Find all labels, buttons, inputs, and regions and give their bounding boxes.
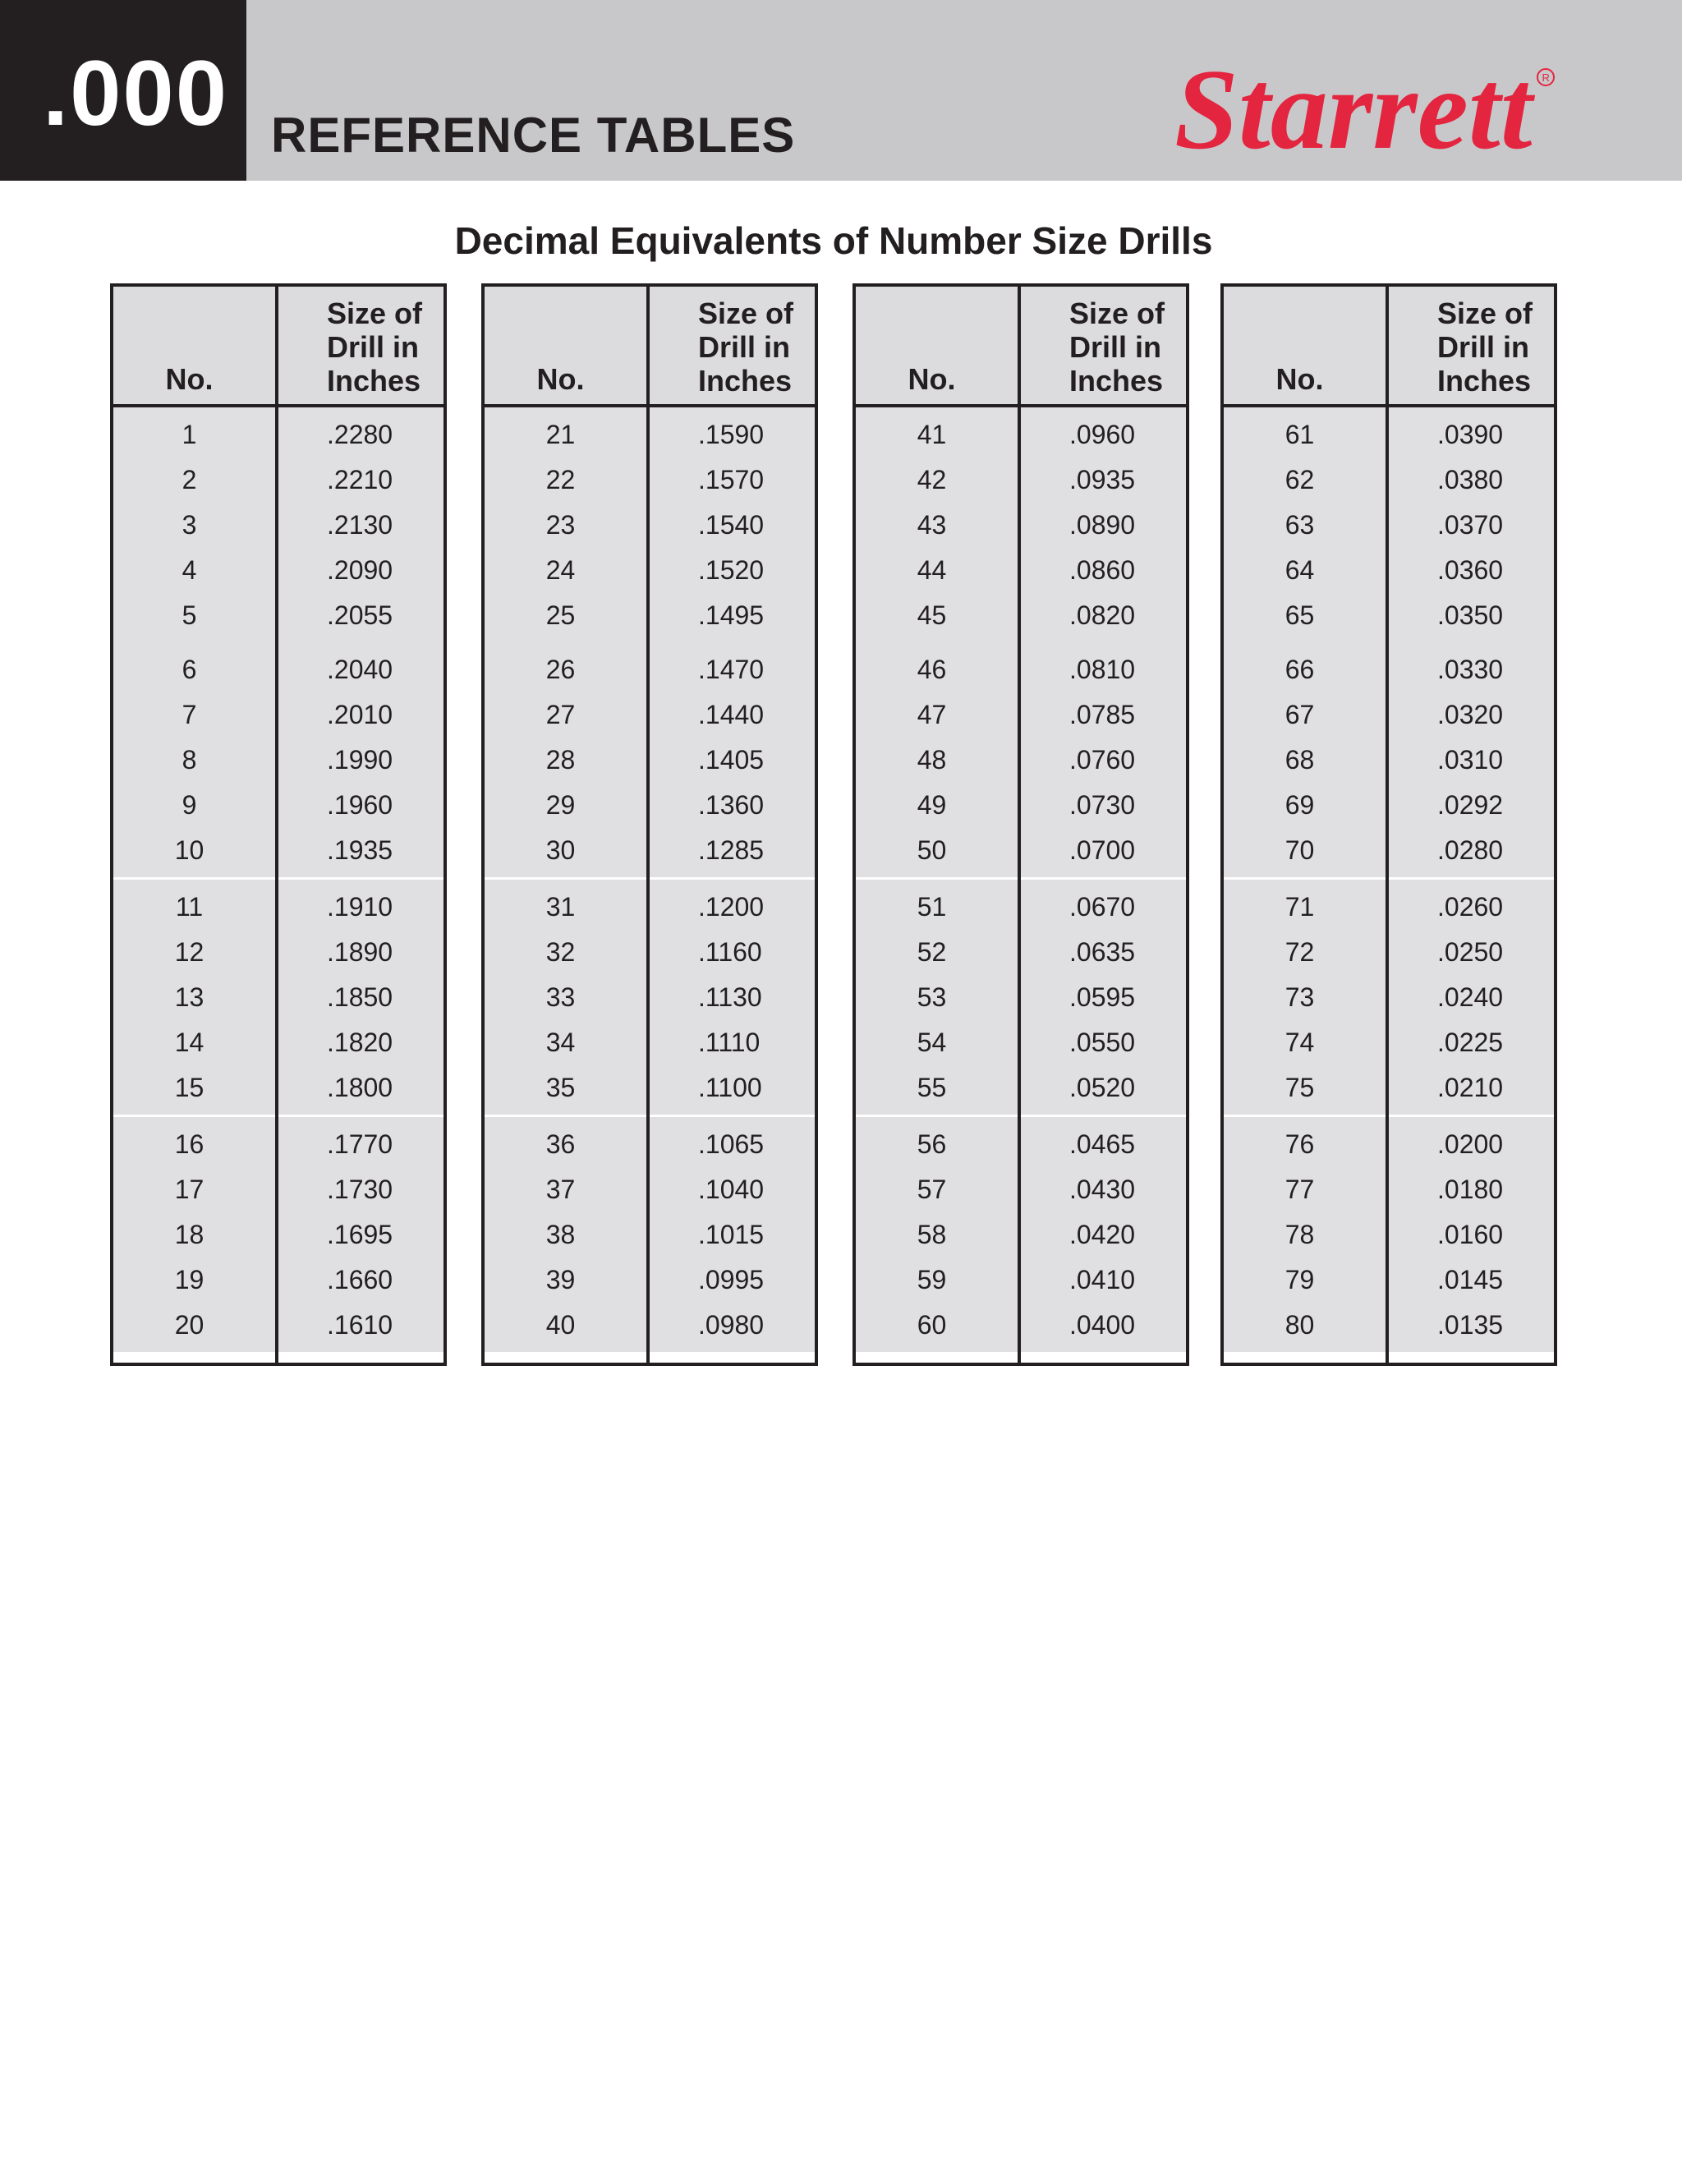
table-row xyxy=(1224,737,1554,782)
table-row xyxy=(113,646,443,692)
row-group xyxy=(485,880,815,1115)
drill-number: 52 xyxy=(917,937,947,967)
drill-number: 43 xyxy=(917,510,947,540)
table-row xyxy=(113,692,443,737)
drill-size-inches: .0595 xyxy=(1069,982,1136,1012)
column-header-size xyxy=(1069,297,1184,398)
row-group xyxy=(113,407,443,642)
drill-number: 37 xyxy=(545,1175,576,1204)
drill-number: 14 xyxy=(174,1028,205,1057)
table-row xyxy=(856,974,1186,1019)
drill-size-inches: .1610 xyxy=(327,1310,393,1340)
drill-number: 48 xyxy=(917,745,947,775)
drill-size-inches: .1540 xyxy=(698,510,765,540)
drill-size-inches: .1495 xyxy=(698,600,765,630)
table-row xyxy=(1224,592,1554,637)
table-row xyxy=(856,646,1186,692)
column-header-size-line: Inches xyxy=(1069,364,1164,398)
drill-size-inches: .0960 xyxy=(1069,420,1136,449)
drill-size-inches: .1990 xyxy=(327,745,393,775)
drill-size-inches: .1820 xyxy=(327,1028,393,1057)
table-row xyxy=(856,502,1186,547)
table-row xyxy=(1224,646,1554,692)
drill-size-inches: .1850 xyxy=(327,982,393,1012)
drill-size-inches: .2010 xyxy=(327,700,393,729)
row-group xyxy=(1224,642,1554,877)
drill-number: 2 xyxy=(182,465,197,494)
drill-size-inches: .1440 xyxy=(698,700,765,729)
table-row xyxy=(856,782,1186,827)
table-row xyxy=(1224,1019,1554,1064)
table-row xyxy=(1224,502,1554,547)
table-row xyxy=(1224,884,1554,929)
drill-number: 27 xyxy=(545,700,576,729)
drill-number: 24 xyxy=(545,555,576,585)
drill-number: 60 xyxy=(917,1310,947,1340)
table-row xyxy=(856,1212,1186,1257)
table-row xyxy=(485,1257,815,1302)
drill-size-inches: .1570 xyxy=(698,465,765,494)
drill-size-inches: .0430 xyxy=(1069,1175,1136,1204)
drill-size-inches: .0210 xyxy=(1437,1073,1504,1102)
table-row xyxy=(1224,974,1554,1019)
table-row xyxy=(1224,1064,1554,1110)
table-row xyxy=(485,646,815,692)
drill-number: 44 xyxy=(917,555,947,585)
table-header xyxy=(113,287,443,407)
drill-size-inches: .1405 xyxy=(698,745,765,775)
table-row xyxy=(113,929,443,974)
drill-number: 74 xyxy=(1284,1028,1315,1057)
row-group xyxy=(856,880,1186,1115)
drill-size-inches: .0760 xyxy=(1069,745,1136,775)
drill-number: 66 xyxy=(1284,655,1315,684)
drill-number: 21 xyxy=(545,420,576,449)
drill-number: 9 xyxy=(182,790,197,820)
drill-size-inches: .1960 xyxy=(327,790,393,820)
table-row xyxy=(485,1166,815,1212)
table-row xyxy=(485,547,815,592)
table-row xyxy=(856,692,1186,737)
drill-size-inches: .0135 xyxy=(1437,1310,1504,1340)
section-title: REFERENCE TABLES xyxy=(271,108,796,163)
row-group xyxy=(113,642,443,877)
table-row xyxy=(1224,827,1554,872)
drill-number: 51 xyxy=(917,892,947,922)
drill-size-inches: .0360 xyxy=(1437,555,1504,585)
drill-number: 1 xyxy=(182,420,197,449)
column-header-size-line: Size of xyxy=(327,297,423,330)
row-group xyxy=(1224,880,1554,1115)
drill-number: 75 xyxy=(1284,1073,1315,1102)
table-row xyxy=(113,547,443,592)
column-header-size-line: Size of xyxy=(698,297,794,330)
drill-size-inches: .0350 xyxy=(1437,600,1504,630)
drill-size-inches: .0330 xyxy=(1437,655,1504,684)
table-row xyxy=(856,884,1186,929)
drill-number: 46 xyxy=(917,655,947,684)
drill-number: 63 xyxy=(1284,510,1315,540)
drill-size-inches: .0550 xyxy=(1069,1028,1136,1057)
section-code: .000 xyxy=(43,42,228,145)
drill-size-inches: .0860 xyxy=(1069,555,1136,585)
drill-size-inches: .0390 xyxy=(1437,420,1504,449)
column-header-size-line: Size of xyxy=(1069,297,1165,330)
drill-number: 47 xyxy=(917,700,947,729)
table-row xyxy=(485,782,815,827)
row-group xyxy=(485,407,815,642)
drill-size-inches: .0670 xyxy=(1069,892,1136,922)
table-row xyxy=(113,1212,443,1257)
drill-size-inches: .1065 xyxy=(698,1129,765,1159)
drill-size-inches: .1160 xyxy=(698,937,762,967)
drill-number: 67 xyxy=(1284,700,1315,729)
drill-number: 53 xyxy=(917,982,947,1012)
drill-size-inches: .1800 xyxy=(327,1073,393,1102)
document-title: Decimal Equivalents of Number Size Drills xyxy=(454,219,1213,262)
table-row xyxy=(1224,1212,1554,1257)
row-group xyxy=(856,1117,1186,1352)
column-header-no: No. xyxy=(1275,362,1324,396)
drill-number: 69 xyxy=(1284,790,1315,820)
drill-size-inches: .0465 xyxy=(1069,1129,1136,1159)
column-divider xyxy=(646,287,650,1363)
column-header-size-line: Drill in xyxy=(1069,330,1162,364)
drill-number: 13 xyxy=(174,982,205,1012)
drill-size-inches: .0310 xyxy=(1437,745,1504,775)
drill-size-inches: .2040 xyxy=(327,655,393,684)
drill-number: 62 xyxy=(1284,465,1315,494)
drill-size-inches: .0320 xyxy=(1437,700,1504,729)
drill-size-inches: .0635 xyxy=(1069,937,1136,967)
drill-number: 33 xyxy=(545,982,576,1012)
drill-size-inches: .0160 xyxy=(1437,1220,1504,1249)
drill-number: 15 xyxy=(174,1073,205,1102)
table-row xyxy=(1224,412,1554,457)
table-row xyxy=(485,592,815,637)
table-row xyxy=(485,737,815,782)
drill-size-inches: .0980 xyxy=(698,1310,765,1340)
table-row xyxy=(1224,547,1554,592)
table-row xyxy=(485,412,815,457)
drill-size-inches: .1200 xyxy=(698,892,765,922)
table-row xyxy=(485,884,815,929)
table-row xyxy=(485,692,815,737)
drill-number: 41 xyxy=(917,420,947,449)
drill-size-inches: .0250 xyxy=(1437,937,1504,967)
drill-number: 35 xyxy=(545,1073,576,1102)
drill-table xyxy=(481,283,818,1366)
drill-number: 20 xyxy=(174,1310,205,1340)
drill-number: 78 xyxy=(1284,1220,1315,1249)
column-header-size xyxy=(698,297,813,398)
table-row xyxy=(485,1019,815,1064)
table-row xyxy=(1224,1257,1554,1302)
drill-number: 57 xyxy=(917,1175,947,1204)
drill-size-inches: .0730 xyxy=(1069,790,1136,820)
column-divider xyxy=(1386,287,1389,1363)
drill-number: 10 xyxy=(174,835,205,865)
drill-number: 79 xyxy=(1284,1265,1315,1294)
drill-number: 8 xyxy=(182,745,197,775)
drill-number: 12 xyxy=(174,937,205,967)
drill-size-inches: .1770 xyxy=(327,1129,393,1159)
table-row xyxy=(856,737,1186,782)
drill-size-inches: .1590 xyxy=(698,420,765,449)
drill-number: 11 xyxy=(175,892,204,922)
drill-table xyxy=(852,283,1189,1366)
drill-size-inches: .0380 xyxy=(1437,465,1504,494)
drill-number: 3 xyxy=(182,510,197,540)
drill-number: 28 xyxy=(545,745,576,775)
table-row xyxy=(856,592,1186,637)
svg-text:R: R xyxy=(1542,71,1550,84)
drill-number: 31 xyxy=(545,892,576,922)
row-group xyxy=(1224,1117,1554,1352)
drill-number: 36 xyxy=(545,1129,576,1159)
drill-size-inches: .0785 xyxy=(1069,700,1136,729)
drill-number: 16 xyxy=(174,1129,205,1159)
column-header-size-line: Drill in xyxy=(698,330,791,364)
page-header xyxy=(0,0,1682,181)
table-row xyxy=(856,929,1186,974)
drill-size-inches: .0420 xyxy=(1069,1220,1136,1249)
drill-size-inches: .1040 xyxy=(698,1175,765,1204)
drill-number: 64 xyxy=(1284,555,1315,585)
drill-size-inches: .0700 xyxy=(1069,835,1136,865)
table-row xyxy=(485,929,815,974)
drill-number: 19 xyxy=(174,1265,205,1294)
drill-number: 59 xyxy=(917,1265,947,1294)
table-row xyxy=(856,1064,1186,1110)
table-row xyxy=(113,1257,443,1302)
table-row xyxy=(113,737,443,782)
row-group xyxy=(1224,407,1554,642)
starrett-logo xyxy=(1166,41,1560,172)
column-header-size-line: Size of xyxy=(1437,297,1533,330)
drill-number: 65 xyxy=(1284,600,1315,630)
drill-number: 38 xyxy=(545,1220,576,1249)
table-row xyxy=(856,412,1186,457)
table-row xyxy=(1224,692,1554,737)
table-row xyxy=(1224,782,1554,827)
column-header-size-line: Inches xyxy=(698,364,793,398)
drill-number: 5 xyxy=(182,600,197,630)
drill-number: 54 xyxy=(917,1028,947,1057)
drill-size-inches: .2210 xyxy=(327,465,393,494)
drill-table xyxy=(110,283,447,1366)
table-row xyxy=(113,502,443,547)
table-row xyxy=(113,1166,443,1212)
column-divider xyxy=(1018,287,1021,1363)
table-row xyxy=(113,592,443,637)
drill-size-inches: .2090 xyxy=(327,555,393,585)
brand-wordmark: Starrett xyxy=(1174,46,1533,172)
drill-size-inches: .0400 xyxy=(1069,1310,1136,1340)
drill-size-inches: .1285 xyxy=(698,835,765,865)
table-row xyxy=(856,1121,1186,1166)
drill-size-inches: .0935 xyxy=(1069,465,1136,494)
column-header-no: No. xyxy=(536,362,585,396)
drill-size-inches: .2130 xyxy=(327,510,393,540)
drill-size-inches: .1470 xyxy=(698,655,765,684)
drill-number: 6 xyxy=(182,655,197,684)
drill-size-inches: .0410 xyxy=(1069,1265,1136,1294)
drill-size-inches: .1695 xyxy=(327,1220,393,1249)
table-row xyxy=(1224,1302,1554,1347)
drill-size-inches: .1520 xyxy=(698,555,765,585)
drill-size-inches: .0995 xyxy=(698,1265,765,1294)
drill-size-inches: .0370 xyxy=(1437,510,1504,540)
drill-size-inches: .1110 xyxy=(698,1028,761,1057)
row-group xyxy=(113,880,443,1115)
drill-size-inches: .1730 xyxy=(327,1175,393,1204)
table-row xyxy=(1224,929,1554,974)
row-group xyxy=(485,1117,815,1352)
table-row xyxy=(113,457,443,502)
drill-number: 61 xyxy=(1284,420,1315,449)
drill-number: 7 xyxy=(182,700,197,729)
column-header-size-line: Drill in xyxy=(327,330,420,364)
drill-number: 42 xyxy=(917,465,947,494)
table-row xyxy=(856,1019,1186,1064)
drill-number: 58 xyxy=(917,1220,947,1249)
table-row xyxy=(485,1302,815,1347)
drill-number: 49 xyxy=(917,790,947,820)
drill-number: 22 xyxy=(545,465,576,494)
drill-number: 32 xyxy=(545,937,576,967)
column-header-size-line: Inches xyxy=(1437,364,1532,398)
row-group xyxy=(113,1117,443,1352)
table-row xyxy=(856,547,1186,592)
table-row xyxy=(856,1166,1186,1212)
row-group xyxy=(856,407,1186,642)
column-header-no: No. xyxy=(908,362,956,396)
drill-number: 80 xyxy=(1284,1310,1315,1340)
drill-number: 77 xyxy=(1284,1175,1315,1204)
table-row xyxy=(113,1302,443,1347)
table-row xyxy=(1224,457,1554,502)
table-row xyxy=(113,827,443,872)
drill-size-inches: .1890 xyxy=(327,937,393,967)
drill-size-inches: .1660 xyxy=(327,1265,393,1294)
table-row xyxy=(856,457,1186,502)
drill-number: 40 xyxy=(545,1310,576,1340)
drill-number: 30 xyxy=(545,835,576,865)
table-row xyxy=(113,1019,443,1064)
table-header xyxy=(856,287,1186,407)
table-row xyxy=(1224,1166,1554,1212)
drill-size-inches: .2280 xyxy=(327,420,393,449)
drill-size-inches: .1935 xyxy=(327,835,393,865)
drill-size-inches: .2055 xyxy=(327,600,393,630)
drill-number: 50 xyxy=(917,835,947,865)
table-header xyxy=(1224,287,1554,407)
drill-number: 56 xyxy=(917,1129,947,1159)
drill-size-inches: .1100 xyxy=(698,1073,762,1102)
drill-size-inches: .0810 xyxy=(1069,655,1136,684)
drill-size-inches: .0520 xyxy=(1069,1073,1136,1102)
table-row xyxy=(113,1121,443,1166)
drill-size-inches: .0200 xyxy=(1437,1129,1504,1159)
drill-size-inches: .0280 xyxy=(1437,835,1504,865)
table-row xyxy=(113,1064,443,1110)
table-row xyxy=(113,782,443,827)
drill-number: 73 xyxy=(1284,982,1315,1012)
drill-size-inches: .1015 xyxy=(698,1220,765,1249)
drill-number: 23 xyxy=(545,510,576,540)
table-row xyxy=(856,827,1186,872)
table-row xyxy=(485,1212,815,1257)
table-header xyxy=(485,287,815,407)
drill-number: 39 xyxy=(545,1265,576,1294)
drill-size-inches: .0145 xyxy=(1437,1265,1504,1294)
drill-number: 34 xyxy=(545,1028,576,1057)
drill-number: 18 xyxy=(174,1220,205,1249)
column-header-size xyxy=(1437,297,1552,398)
drill-table xyxy=(1220,283,1557,1366)
table-row xyxy=(485,1121,815,1166)
drill-number: 72 xyxy=(1284,937,1315,967)
drill-size-inches: .0820 xyxy=(1069,600,1136,630)
drill-size-inches: .0292 xyxy=(1437,790,1504,820)
drill-number: 45 xyxy=(917,600,947,630)
table-row xyxy=(485,827,815,872)
drill-number: 70 xyxy=(1284,835,1315,865)
drill-number: 71 xyxy=(1284,892,1315,922)
drill-number: 25 xyxy=(545,600,576,630)
drill-number: 4 xyxy=(182,555,197,585)
drill-size-inches: .0890 xyxy=(1069,510,1136,540)
drill-number: 55 xyxy=(917,1073,947,1102)
column-header-no: No. xyxy=(165,362,214,396)
table-row xyxy=(113,974,443,1019)
drill-size-inches: .1130 xyxy=(698,982,762,1012)
drill-size-inches: .1910 xyxy=(327,892,393,922)
drill-number: 29 xyxy=(545,790,576,820)
row-group xyxy=(485,642,815,877)
row-group xyxy=(856,642,1186,877)
table-row xyxy=(113,884,443,929)
drill-size-inches: .0240 xyxy=(1437,982,1504,1012)
table-row xyxy=(856,1257,1186,1302)
column-header-size xyxy=(327,297,442,398)
table-row xyxy=(1224,1121,1554,1166)
table-row xyxy=(856,1302,1186,1347)
column-divider xyxy=(275,287,278,1363)
drill-size-inches: .0180 xyxy=(1437,1175,1504,1204)
drill-number: 68 xyxy=(1284,745,1315,775)
table-row xyxy=(485,1064,815,1110)
drill-number: 76 xyxy=(1284,1129,1315,1159)
drill-size-inches: .1360 xyxy=(698,790,765,820)
drill-size-inches: .0260 xyxy=(1437,892,1504,922)
drill-size-inches: .0225 xyxy=(1437,1028,1504,1057)
drill-number: 17 xyxy=(174,1175,205,1204)
column-header-size-line: Drill in xyxy=(1437,330,1530,364)
column-header-size-line: Inches xyxy=(327,364,421,398)
drill-number: 26 xyxy=(545,655,576,684)
table-row xyxy=(485,974,815,1019)
table-row xyxy=(113,412,443,457)
table-row xyxy=(485,457,815,502)
table-row xyxy=(485,502,815,547)
